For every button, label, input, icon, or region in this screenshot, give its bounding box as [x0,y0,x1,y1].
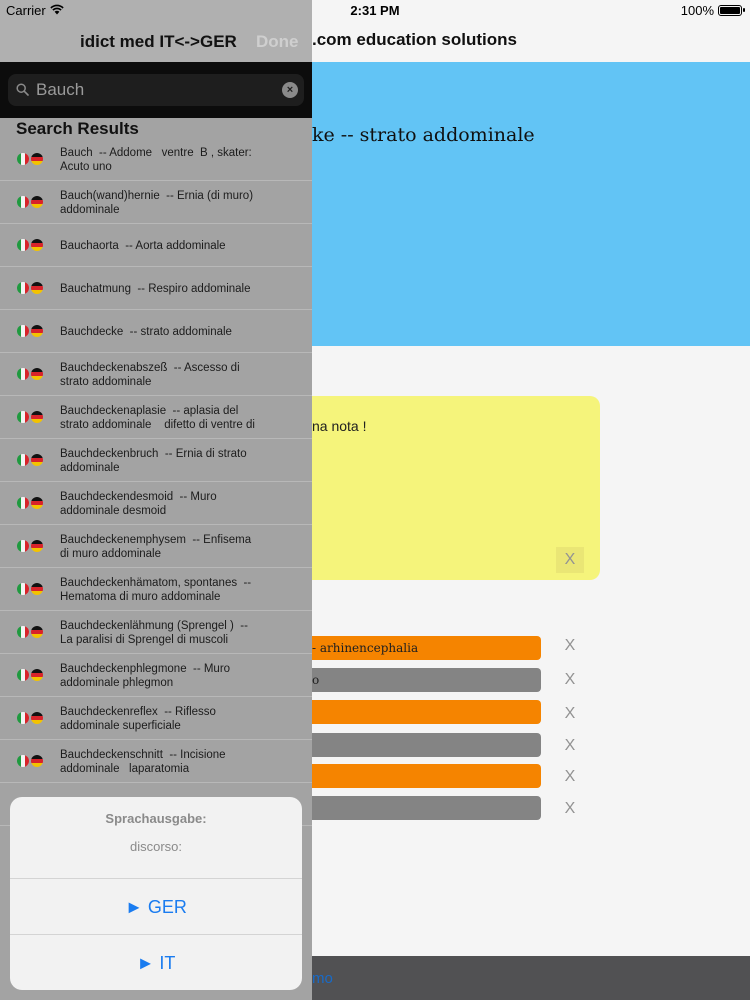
italy-flag-icon [17,239,29,251]
history-delete-button[interactable]: X [564,671,576,688]
language-flags [17,368,45,380]
speak-german-button[interactable]: ► GER [10,878,302,934]
germany-flag-icon [31,411,43,423]
germany-flag-icon [31,497,43,509]
search-result-text: Bauchdeckenemphysem -- Enfisema di muro addominale [60,533,252,560]
search-result-row[interactable] [0,740,312,783]
search-result-row[interactable] [0,138,312,181]
history-bar[interactable]: - arhinencephalia [260,636,541,660]
search-result-text: Bauchdeckenaplasie -- aplasia del strato addominale difetto di ventre di [60,404,255,431]
search-result-text: Bauchdeckenphlegmone -- Muro addominale phlegmon [60,662,231,689]
search-result-row[interactable] [0,439,312,482]
language-flags [17,540,45,552]
history-delete-button[interactable]: X [564,637,576,654]
note-text: na nota ! [312,418,367,434]
italy-flag-icon [17,196,29,208]
italy-flag-icon [17,325,29,337]
search-result-row[interactable] [0,568,312,611]
italy-flag-icon [17,411,29,423]
speech-output-action-sheet [10,797,302,990]
search-result-text: Bauchdeckenabszeß -- Ascesso di strato addominale [60,361,240,388]
search-result-text: Bauchdeckenbruch -- Ernia di strato addominale [60,447,247,474]
italy-flag-icon [17,153,29,165]
sidebar-title: idict med IT<->GER [80,32,237,51]
italy-flag-icon [17,626,29,638]
search-result-row[interactable] [0,224,312,267]
search-result-text: Bauchdeckenlähmung (Sprengel ) -- La paralisi di Sprengel di muscoli [60,619,248,646]
battery-icon [718,5,742,16]
history-delete-button[interactable]: X [564,737,576,754]
italy-flag-icon [17,497,29,509]
language-flags [17,325,45,337]
search-result-text: Bauchdeckendesmoid -- Muro addominale desmoid [60,490,217,517]
germany-flag-icon [31,325,43,337]
germany-flag-icon [31,282,43,294]
clock: 2:31 PM [350,3,400,18]
search-result-text: Bauchdeckenschnitt -- Incisione addominale laparatomia [60,748,226,775]
history-bar[interactable]: o [260,668,541,692]
search-result-row[interactable] [0,396,312,439]
germany-flag-icon [31,540,43,552]
language-flags [17,454,45,466]
main-nav-title: .com education solutions [312,30,517,49]
search-result-row[interactable] [0,525,312,568]
carrier-label: Carrier [6,3,46,18]
language-flags [17,196,45,208]
language-flags [17,669,45,681]
germany-flag-icon [31,583,43,595]
search-result-row[interactable] [0,310,312,353]
note-close-button[interactable]: X [556,547,584,573]
language-flags [17,626,45,638]
italy-flag-icon [17,755,29,767]
search-result-text: Bauchatmung -- Respiro addominale [60,282,251,295]
italy-flag-icon [17,454,29,466]
germany-flag-icon [31,626,43,638]
germany-flag-icon [31,196,43,208]
search-result-row[interactable] [0,482,312,525]
language-flags [17,153,45,165]
language-flags [17,411,45,423]
search-result-row[interactable] [0,181,312,224]
language-flags [17,239,45,251]
italy-flag-icon [17,282,29,294]
clear-search-icon[interactable]: × [282,82,298,98]
history-delete-button[interactable]: X [564,768,576,785]
germany-flag-icon [31,755,43,767]
language-flags [17,282,45,294]
search-results-header: Search Results [16,119,139,138]
action-sheet-title: Sprachausgabe: [105,811,207,826]
search-result-row[interactable] [0,267,312,310]
italy-flag-icon [17,540,29,552]
history-delete-button[interactable]: X [564,800,576,817]
entry-text: ke -- strato addominale [312,124,535,146]
germany-flag-icon [31,669,43,681]
search-result-text: Bauchaorta -- Aorta addominale [60,239,226,252]
italy-flag-icon [17,712,29,724]
history-delete-button[interactable]: X [564,705,576,722]
search-result-text: Bauchdeckenhämatom, spontanes -- Hematoma di muro addominale [60,576,252,603]
search-result-text: Bauch(wand)hernie -- Ernia (di muro) addominale [60,189,254,216]
search-field [8,74,304,106]
language-flags [17,712,45,724]
italy-flag-icon [17,583,29,595]
speak-italian-button[interactable]: ► IT [10,934,302,990]
language-flags [17,583,45,595]
search-result-text: Bauchdeckenreflex -- Riflesso addominale superficiale [60,705,216,732]
germany-flag-icon [31,454,43,466]
search-result-row[interactable] [0,611,312,654]
search-result-text: Bauch -- Addome ventre B , skater: Acuto uno [60,146,252,173]
search-results-list [0,138,312,826]
done-button[interactable]: Done [256,32,299,51]
search-icon [16,83,29,96]
germany-flag-icon [31,712,43,724]
italy-flag-icon [17,368,29,380]
status-bar [0,0,750,22]
language-flags [17,497,45,509]
search-result-row[interactable] [0,353,312,396]
action-sheet-message: discorso: [129,839,183,854]
search-bar [0,62,312,118]
bottom-link[interactable]: mo [312,970,333,987]
language-flags [17,755,45,767]
search-input[interactable] [36,76,276,104]
search-result-row[interactable] [0,654,312,697]
germany-flag-icon [31,153,43,165]
battery-percentage: 100% [680,3,714,18]
italy-flag-icon [17,669,29,681]
germany-flag-icon [31,239,43,251]
search-result-row[interactable] [0,697,312,740]
germany-flag-icon [31,368,43,380]
search-result-text: Bauchdecke -- strato addominale [60,325,232,338]
